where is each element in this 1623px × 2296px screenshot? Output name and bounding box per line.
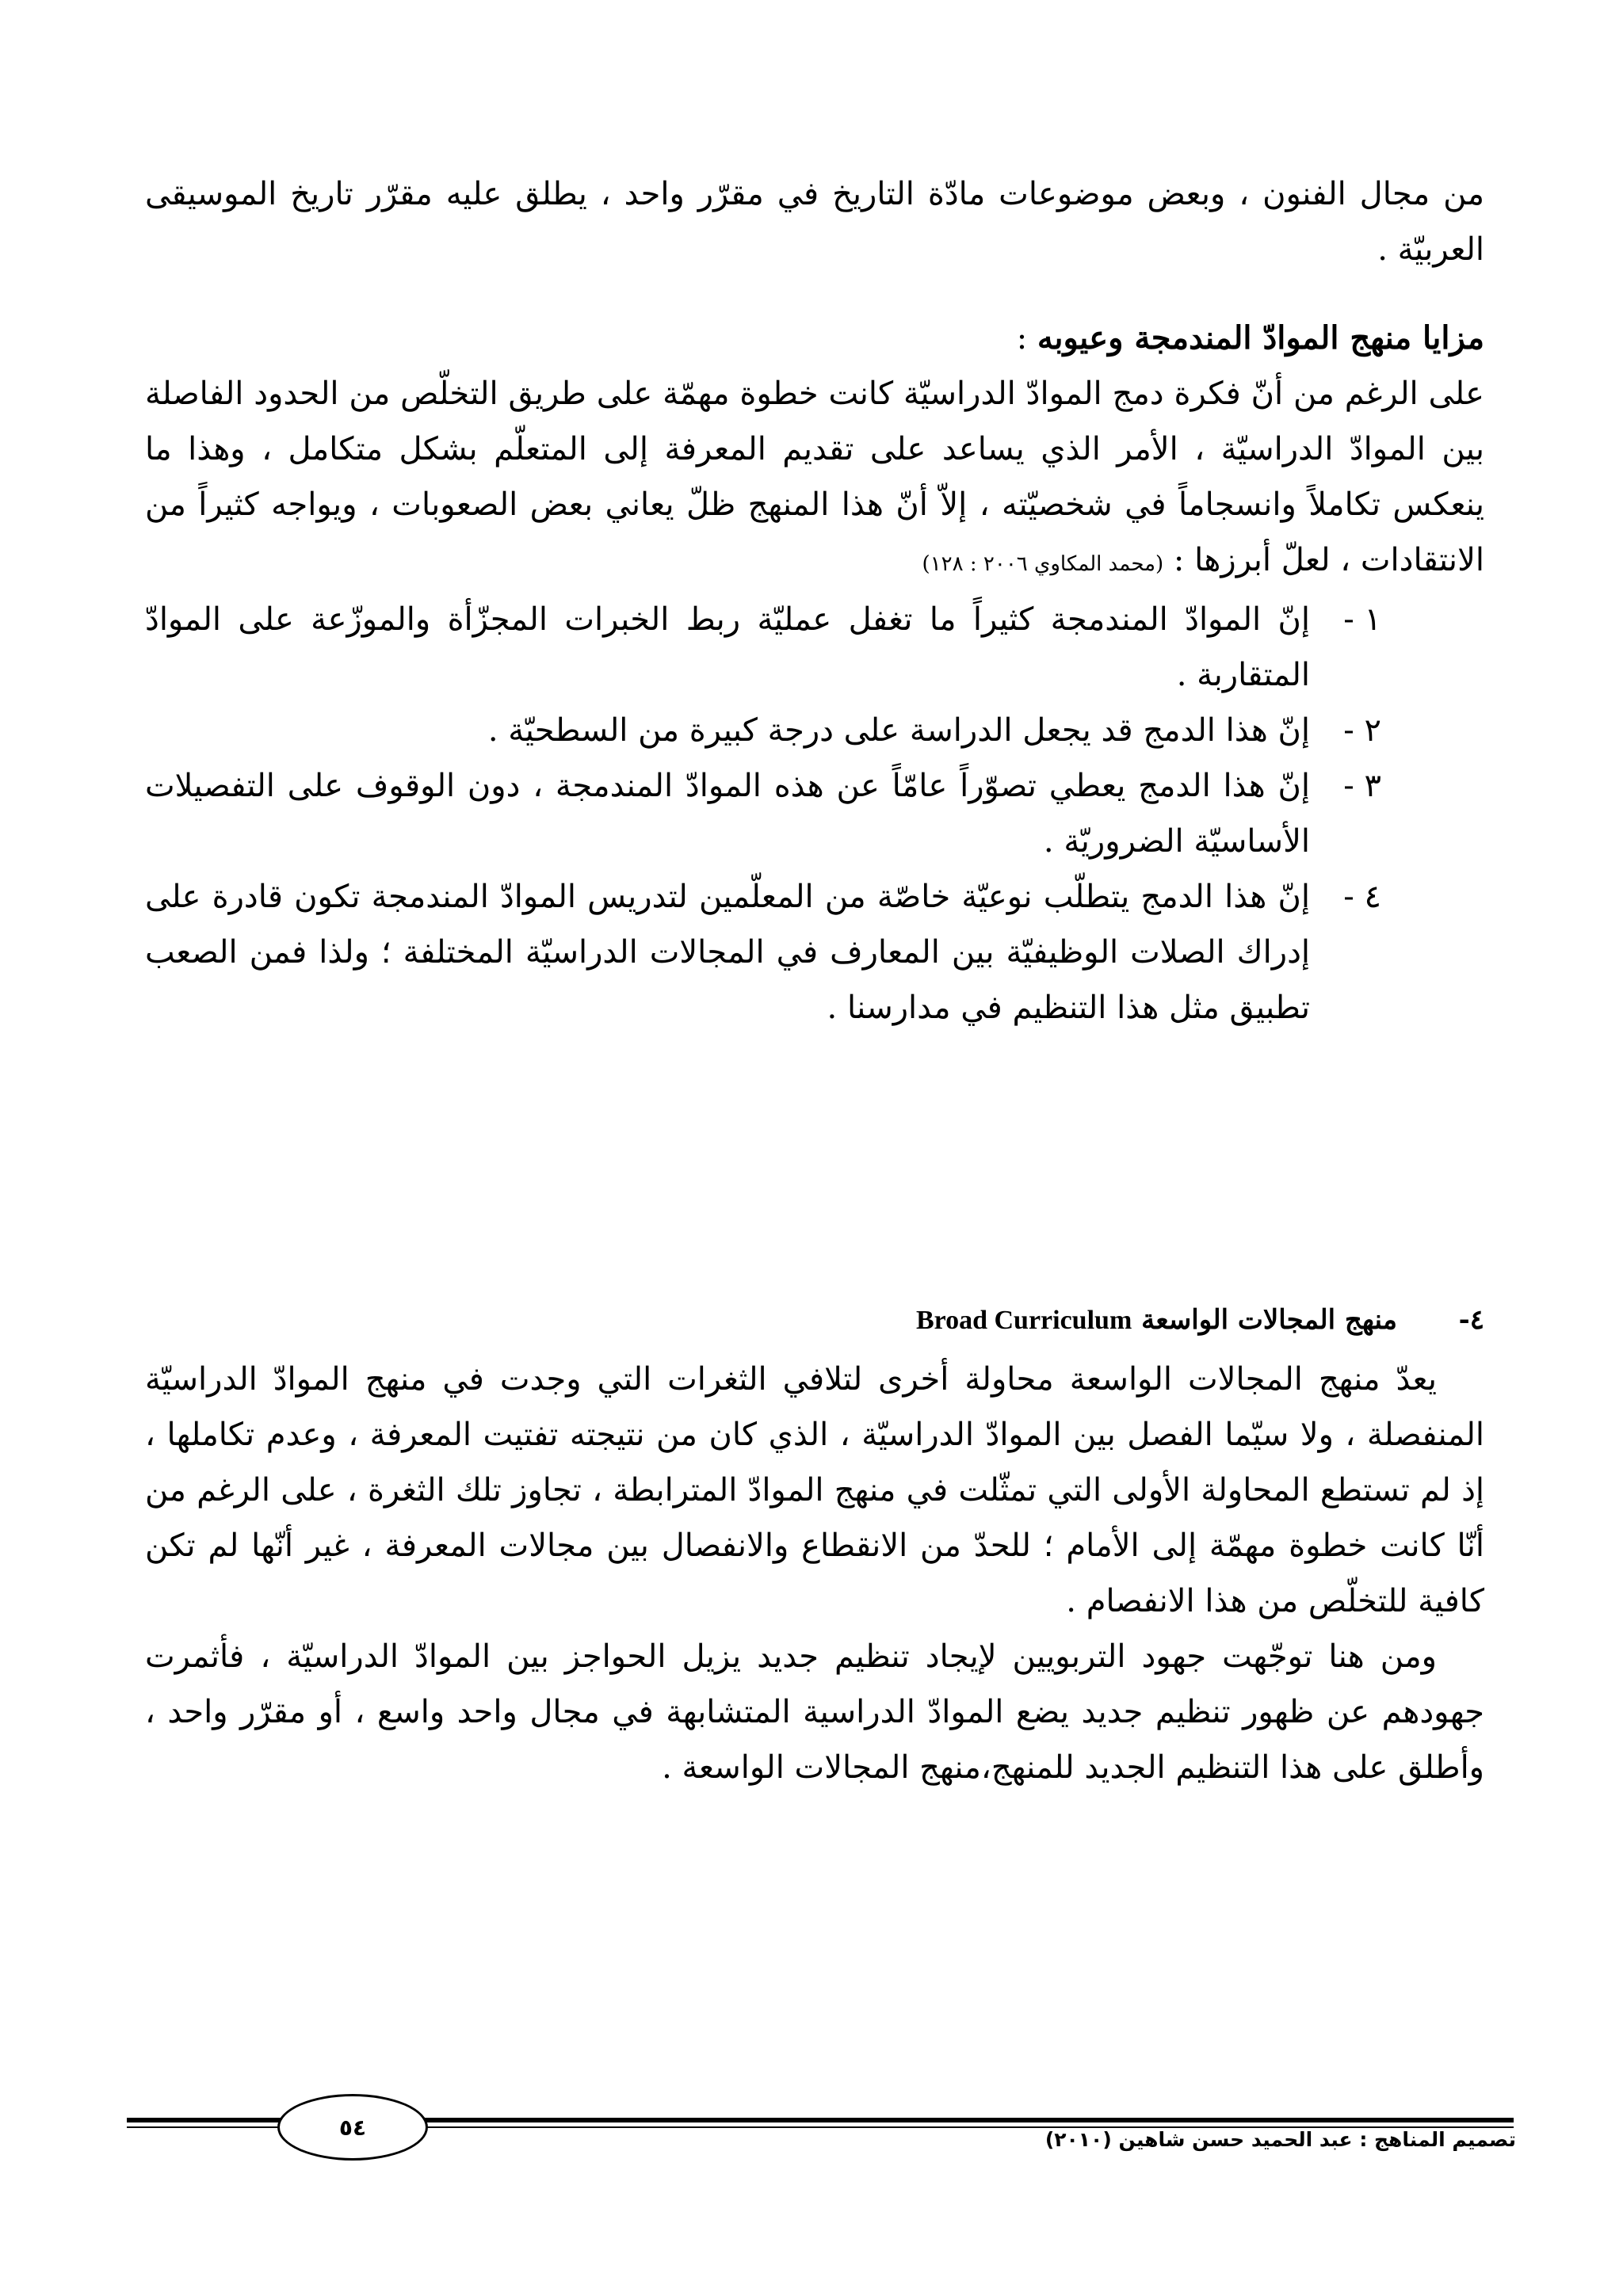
broad-curriculum-section (145, 1272, 1484, 1795)
list-item-text: إنّ هذا الدمج يعطي تصوّراً عامّاً عن هذه الموادّ المندمجة ، دون الوقوف على التفصيلات الأساسيّة الضروريّة . (145, 768, 1310, 860)
pros-cons-heading-text: مزايا منهج الموادّ المندمجة وعيوبه (1037, 319, 1484, 357)
pros-cons-body-text: على الرغم من أنّ فكرة دمج الموادّ الدراسيّة كانت خطوة مهمّة على طريق التخلّص من الحدود الفاصلة بين الموادّ الدراسيّة ، الأمر الذي يساعد على تقديم المعرفة إلى المتعلّم بشكل متكامل ، وهذا ما ينعكس تكاملاً وانسجاماً في شخصيّته ، إلاّ أنّ هذا المنهج ظلّ يعاني بعض الصعوبات ، ويواجه كثيراً من الانتقادات ، لعلّ أبرزها : (145, 376, 1484, 578)
list-item-number: ٢ - (1343, 712, 1381, 749)
intro-paragraph: من مجال الفنون ، وبعض موضوعات مادّة التاريخ في مقرّر واحد ، يطلق عليه مقرّر تاريخ الموسيقى العربيّة . (145, 176, 1484, 268)
list-item (145, 703, 1381, 758)
criticism-list (145, 592, 1484, 1035)
broad-curriculum-heading (145, 1292, 1484, 1348)
intro-section (145, 166, 1484, 277)
pros-cons-body (145, 366, 1484, 592)
list-item-number: ١ - (1343, 601, 1381, 638)
broad-paragraph-2: ومن هنا توجّهت جهود التربويين لإيجاد تنظيم جديد يزيل الحواجز بين الموادّ الدراسيّة ، فأثمرت جهودهم عن ظهور تنظيم جديد يضع الموادّ الدراسية المتشابهة في مجال واحد واسع ، أو مقرّر واحد ، وأطلق على هذا التنظيم الجديد للمنهج،منهج المجالات الواسعة . (145, 1638, 1484, 1786)
page-number: ٥٤ (338, 2114, 367, 2141)
pros-cons-section (145, 311, 1484, 1035)
list-item (145, 869, 1381, 1035)
citation: (محمد المكاوي ٢٠٠٦ : ١٢٨) (922, 552, 1164, 576)
pros-cons-heading-suffix: : (1016, 320, 1037, 357)
list-item-number: ٤ - (1343, 879, 1381, 915)
list-item (145, 758, 1381, 869)
footer-credit: تصميم المناهج : عبد الحميد حسن شاهين (٢٠١٠) (1044, 2128, 1516, 2151)
page-number-oval (277, 2094, 428, 2161)
section-title-english: Broad Curriculum (915, 1306, 1132, 1335)
list-item-number: ٣ - (1343, 768, 1381, 804)
section-title-arabic: منهج المجالات الواسعة (1141, 1304, 1397, 1336)
list-item-text: إنّ هذا الدمج يتطلّب نوعيّة خاصّة من المعلّمين لتدريس الموادّ المندمجة تكون قادرة على إدراك الصلات الوظيفيّة بين المعارف في المجالات الدراسيّة المختلفة ؛ ولذا فمن الصعب تطبيق مثل هذا التنظيم في مدارسنا . (145, 879, 1310, 1026)
pros-cons-heading (145, 311, 1484, 366)
list-item-text: إنّ هذا الدمج قد يجعل الدراسة على درجة كبيرة من السطحيّة . (487, 712, 1310, 749)
list-item (145, 592, 1381, 703)
broad-paragraph-1: يعدّ منهج المجالات الواسعة محاولة أخرى لتلافي الثغرات التي وجدت في منهج الموادّ الدراسيّة المنفصلة ، ولا سيّما الفصل بين الموادّ الدراسيّة ، الذي كان من نتيجته تفتيت المعرفة ، وعدم تكاملها ، إذ لم تستطع المحاولة الأولى التي تمثّلت في منهج الموادّ المترابطة ، تجاوز تلك الثغرة ، على الرغم من أنّا كانت خطوة مهمّة إلى الأمام ؛ للحدّ من الانقطاع والانفصال بين مجالات المعرفة ، غير أنّها لم تكن كافية للتخلّص من هذا الانفصام . (145, 1361, 1484, 1619)
list-item-text: إنّ الموادّ المندمجة كثيراً ما تغفل عمليّة ربط الخبرات المجزّأة والموزّعة على الموادّ المتقاربة . (145, 601, 1310, 693)
section-number: ٤- (1458, 1304, 1484, 1336)
